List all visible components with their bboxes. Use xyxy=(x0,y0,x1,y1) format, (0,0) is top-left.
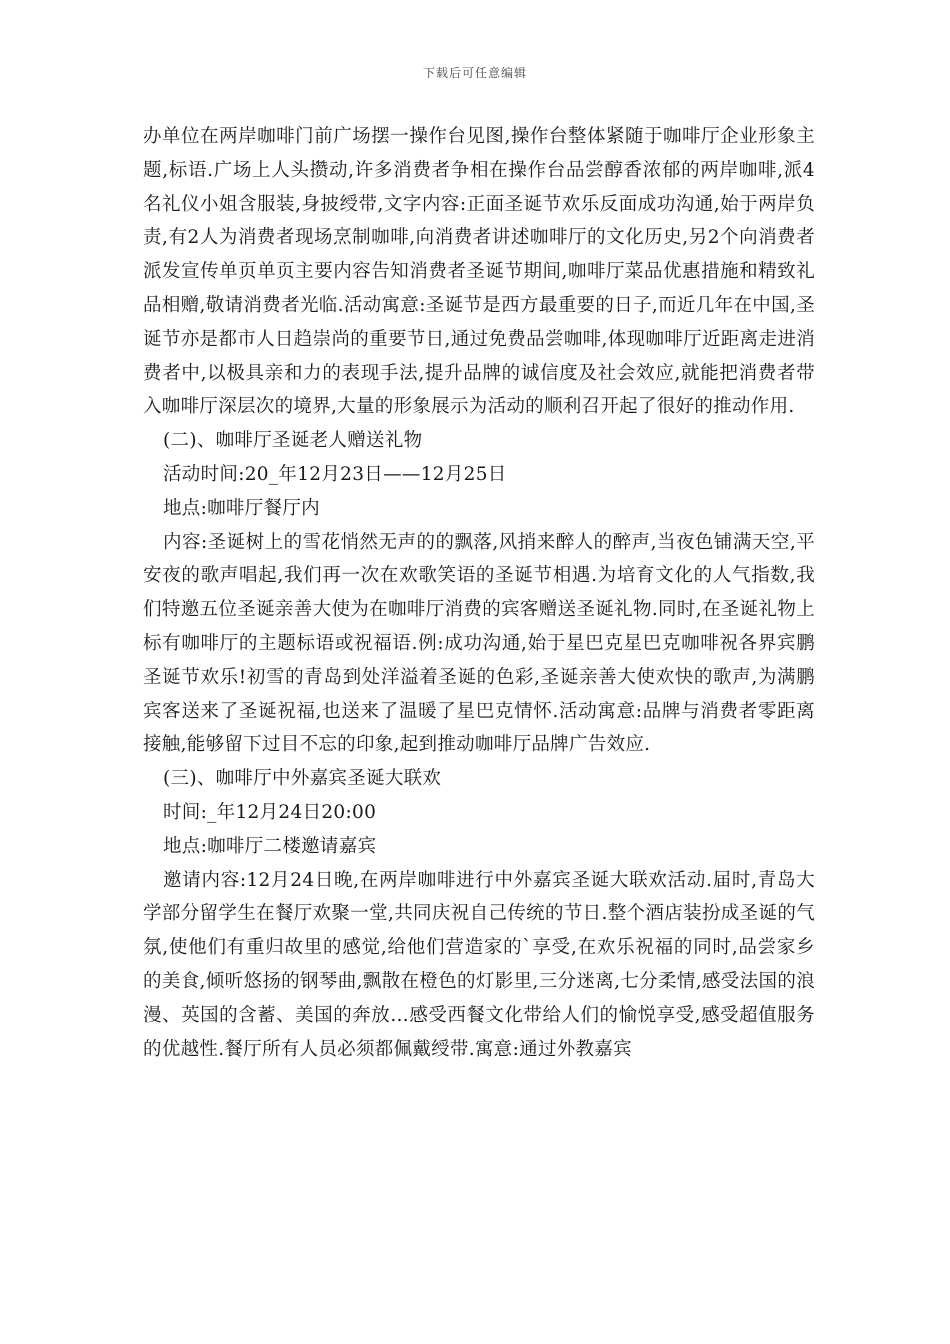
event-time: 活动时间:20_年12月23日——12月25日 xyxy=(163,463,507,485)
page-header: 下载后可任意编辑 xyxy=(422,66,527,80)
document-body xyxy=(143,120,815,1066)
paragraph-invitation-content: 邀请内容:12月24日晚,在两岸咖啡进行中外嘉宾圣诞大联欢活动.届时,青岛大学部分留学生在餐厅欢聚一堂,共同庆祝自己传统的节日.整个酒店装扮成圣诞的气氛,使他们有重归故里的感觉,给他们营造家的`享受,在欢乐祝福的同时,品尝家乡的美食,倾听悠扬的钢琴曲,飘散在橙色的灯影里,三分迷离,七分柔情,感受法国的浪漫、英国的含蓄、美国的奔放…感受西餐文化带给人们的愉悦享受,感受超值服务的优越性.餐厅所有人员必须都佩戴绶带.寓意:通过外教嘉宾 xyxy=(143,869,815,1060)
party-time: 时间:_年12月24日20:00 xyxy=(163,801,377,823)
party-location: 地点:咖啡厅二楼邀请嘉宾 xyxy=(163,835,377,857)
event-location: 地点:咖啡厅餐厅内 xyxy=(163,497,320,519)
section-heading-guest-party: (三)、咖啡厅中外嘉宾圣诞大联欢 xyxy=(163,768,442,790)
paragraph-santa-content: 内容:圣诞树上的雪花悄然无声的的飘落,风捎来醉人的醉声,当夜色铺满天空,平安夜的歌声唱起,我们再一次在欢歌笑语的圣诞节相遇.为培育文化的人气指数,我们特邀五位圣诞亲善大使为在咖啡厅消费的宾客赠送圣诞礼物.同时,在圣诞礼物上标有咖啡厅的主题标语或祝福语.例:成功沟通,始于星巴克星巴克咖啡祝各界宾鹏圣诞节欢乐!初雪的青岛到处洋溢着圣诞的色彩,圣诞亲善大使欢快的歌声,为满鹏宾客送来了圣诞祝福,也送来了温暖了星巴克情怀.活动寓意:品牌与消费者零距离接触,能够留下过目不忘的印象,起到推动咖啡厅品牌广告效应. xyxy=(143,531,815,756)
section-heading-santa-gifts: (二)、咖啡厅圣诞老人赠送礼物 xyxy=(163,430,423,452)
paragraph-event-description: 办单位在两岸咖啡门前广场摆一操作台见图,操作台整体紧随于咖啡厅企业形象主题,标语.广场上人头攒动,许多消费者争相在操作台品尝醇香浓郁的两岸咖啡,派4名礼仪小姐含服装,身披绶带,文字内容:正面圣诞节欢乐反面成功沟通,始于两岸负责,有2人为消费者现场烹制咖啡,向消费者讲述咖啡厅的文化历史,另2个向消费者派发宣传单页单页主要内容告知消费者圣诞节期间,咖啡厅菜品优惠措施和精致礼品相赠,敬请消费者光临.活动寓意:圣诞节是西方最重要的日子,而近几年在中国,圣诞节亦是都市人日趋崇尚的重要节日,通过免费品尝咖啡,体现咖啡厅近距离走进消费者中,以极具亲和力的表现手法,提升品牌的诚信度及社会效应,就能把消费者带入咖啡厅深层次的境界,大量的形象展示为活动的顺利召开起了很好的推动作用. xyxy=(143,126,815,418)
